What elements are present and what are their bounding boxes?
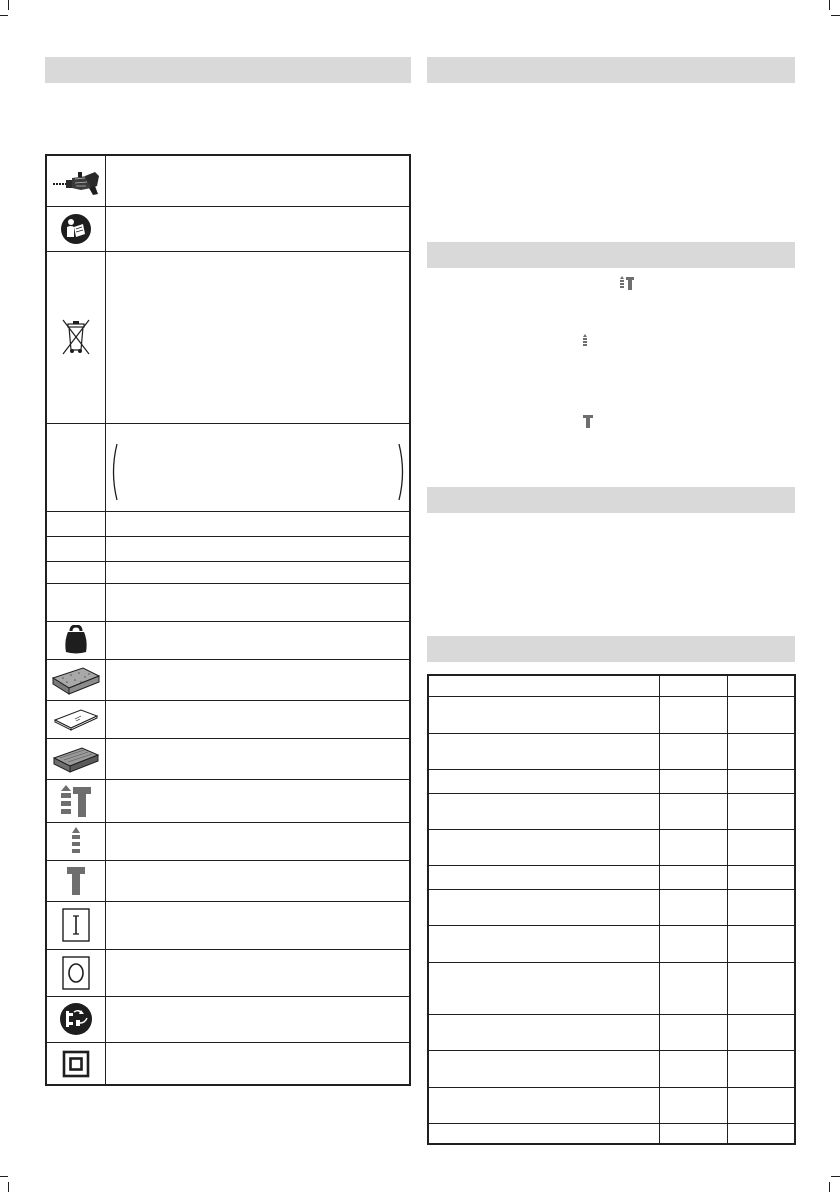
open-bracket	[109, 443, 119, 501]
section-header-specifications	[427, 636, 795, 662]
table-row	[429, 1123, 794, 1145]
hammering-only-icon	[67, 866, 85, 896]
symbol-row	[47, 423, 409, 512]
table-row	[429, 829, 794, 866]
read-manual-icon	[59, 212, 93, 246]
steel-plate-icon	[53, 706, 99, 732]
rotation-with-hammering-icon	[619, 276, 635, 291]
crop-mark-top-left	[8, 0, 9, 10]
table-row	[429, 889, 794, 926]
concrete-block-icon	[51, 664, 101, 696]
table-row	[429, 962, 794, 1015]
wood-block-icon	[52, 744, 100, 774]
symbol-row	[47, 206, 409, 252]
switch-on-icon	[62, 908, 90, 942]
crop-mark-top-right	[829, 0, 830, 10]
crop-mark-bottom-right	[829, 1182, 830, 1192]
symbol-row	[47, 779, 409, 823]
symbol-row	[47, 949, 409, 997]
disconnect-mains-plug-icon	[59, 1002, 93, 1036]
class-ii-double-insulation-icon	[62, 1050, 90, 1078]
crop-mark-right-bottom	[831, 1176, 840, 1177]
crop-mark-left-top	[0, 15, 8, 16]
symbol-row	[47, 251, 409, 424]
symbol-row	[47, 1042, 409, 1086]
table-row	[429, 733, 794, 770]
crop-mark-right-top	[831, 15, 840, 16]
crop-mark-bottom-left	[8, 1182, 9, 1192]
symbol-row	[47, 860, 409, 902]
table-header-row	[429, 676, 794, 697]
rotation-only-icon	[71, 827, 81, 855]
symbol-row	[47, 822, 409, 861]
table-row	[429, 793, 794, 830]
section-header-right-1	[427, 57, 795, 83]
section-header-right-3	[427, 487, 795, 513]
rotation-only-icon	[582, 334, 588, 347]
symbol-row	[47, 561, 409, 584]
weight-icon	[63, 625, 89, 655]
symbol-row	[47, 996, 409, 1043]
rotation-with-hammering-icon	[60, 783, 92, 819]
section-header-right-2	[427, 242, 795, 268]
symbol-row	[47, 621, 409, 660]
symbol-row	[47, 901, 409, 950]
specifications-table	[427, 674, 796, 1145]
table-row	[429, 865, 794, 890]
table-row	[429, 1050, 794, 1088]
symbol-row	[47, 738, 409, 780]
rotary-hammer-drill-icon	[51, 166, 101, 196]
close-bracket	[397, 443, 407, 501]
symbol-row	[47, 583, 409, 622]
section-header-symbols	[45, 57, 411, 83]
table-row	[429, 1014, 794, 1051]
symbol-row	[47, 511, 409, 537]
table-row	[429, 696, 794, 734]
crossed-out-wheelie-bin-icon	[59, 316, 93, 358]
symbol-row	[47, 700, 409, 739]
table-row	[429, 769, 794, 794]
switch-off-icon	[62, 956, 90, 990]
symbol-row	[47, 659, 409, 701]
table-row	[429, 1087, 794, 1124]
symbol-row	[47, 536, 409, 562]
table-row	[429, 925, 794, 963]
hammering-only-icon	[583, 415, 593, 428]
symbol-row	[47, 156, 409, 207]
crop-mark-left-bottom	[0, 1176, 8, 1177]
symbols-table	[45, 154, 411, 1086]
